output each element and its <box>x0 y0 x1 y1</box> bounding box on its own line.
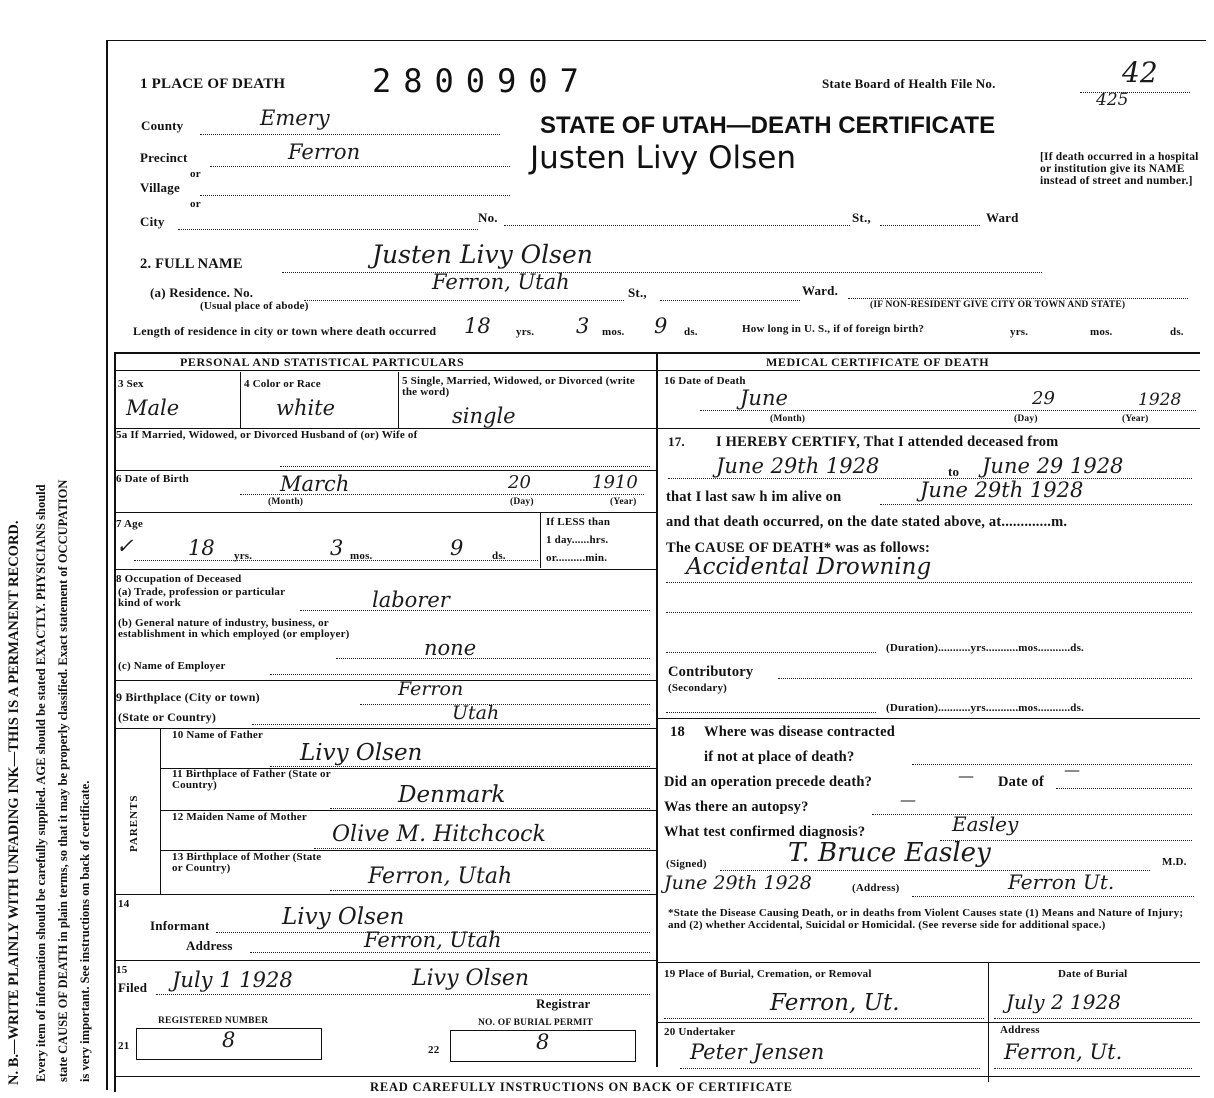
state-board-number: 42 <box>1122 56 1158 89</box>
informant-value: Livy Olsen <box>282 904 405 930</box>
grid-center <box>656 352 658 1067</box>
dob-label: 6 Date of Birth <box>116 473 189 485</box>
duration-line-2: (Duration)...........yrs...........mos...........ds. <box>886 702 1085 714</box>
date-of-label: Date of <box>998 774 1045 790</box>
undertaker-address-label: Address <box>1000 1024 1040 1036</box>
how-long-label: How long in U. S., if of foreign birth? <box>742 323 925 335</box>
age-months: 3 <box>330 536 344 560</box>
personal-heading: PERSONAL AND STATISTICAL PARTICULARS <box>180 355 465 369</box>
col-rule-sex <box>240 372 241 428</box>
signed-value: T. Bruce Easley <box>788 838 991 868</box>
q18-text: Where was disease contracted <box>704 724 895 740</box>
age-mos-label: mos. <box>350 550 373 562</box>
md-label: M.D. <box>1162 856 1187 868</box>
dod-day: 29 <box>1032 388 1055 409</box>
cause-label: The CAUSE OF DEATH* was as follows: <box>666 540 930 556</box>
length-months: 3 <box>576 314 590 338</box>
age-label: 7 Age <box>116 518 143 530</box>
last-saw-date: June 29th 1928 <box>920 478 1084 502</box>
burial-date: July 2 1928 <box>1006 990 1121 1014</box>
row-rule-4 <box>114 569 656 570</box>
cause-value: Accidental Drowning <box>686 554 932 580</box>
sex-value: Male <box>126 396 180 420</box>
usual-place-label: (Usual place of abode) <box>200 300 309 312</box>
side-instruction-line-2: state CAUSE OF DEATH in plain terms, so that it may be properly classified. Exact statement of OCCUPATION <box>56 479 70 1082</box>
spouse-label: 5a If Married, Widowed, or Divorced Husband of (or) Wife of <box>116 429 418 441</box>
test-value: Easley <box>952 812 1019 836</box>
informant-label: Informant <box>150 918 210 933</box>
registrar-label: Registrar <box>536 996 591 1011</box>
signed-address-label: (Address) <box>852 882 900 894</box>
city-label: City <box>140 214 165 229</box>
dod-month: June <box>740 386 788 410</box>
burial-permit-label: NO. OF BURIAL PERMIT <box>478 1018 594 1028</box>
age-yrs-label: yrs. <box>234 550 253 562</box>
occupation-label: 8 Occupation of Deceased <box>116 573 242 585</box>
file-number: 2800907 <box>372 62 591 100</box>
if-less-label: If LESS than <box>546 516 611 528</box>
residence-label: (a) Residence. No. <box>150 285 254 300</box>
informant-number: 14 <box>118 898 130 910</box>
one-day-label: 1 day......hrs. <box>546 534 609 546</box>
dob-month: March <box>280 472 350 496</box>
dob-day-label: (Day) <box>510 497 534 507</box>
certify-text: I HEREBY CERTIFY, That I attended deceased from <box>716 434 1059 450</box>
burial-date-label: Date of Burial <box>1058 968 1128 980</box>
signed-address: Ferron Ut. <box>1008 870 1115 894</box>
right-rule-2 <box>656 718 1200 719</box>
parents-rule <box>160 728 161 894</box>
st-label: St., <box>852 210 871 225</box>
or-label: or <box>190 168 201 180</box>
dod-label: 16 Date of Death <box>664 375 746 387</box>
dod-year: 1928 <box>1138 390 1182 410</box>
us-yrs-label: yrs. <box>1010 326 1029 338</box>
state-board-number-2: 425 <box>1096 90 1129 110</box>
us-ds-label: ds. <box>1170 326 1184 338</box>
death-occurred-text: and that death occurred, on the date stated above, at.............m. <box>666 514 1068 530</box>
box-21-label: 21 <box>118 1040 130 1052</box>
q18-text-2: if not at place of death? <box>704 749 855 765</box>
secondary-label: (Secondary) <box>668 682 728 694</box>
marital-label: 5 Single, Married, Widowed, or Divorced (write the word) <box>402 375 635 398</box>
informant-address: Ferron, Utah <box>364 928 502 952</box>
right-rule-1 <box>656 428 1200 429</box>
dod-day-label: (Day) <box>1014 414 1038 424</box>
county-label: County <box>141 118 184 133</box>
color-label: 4 Color or Race <box>244 378 321 390</box>
certificate-title: STATE OF UTAH—DEATH CERTIFICATE <box>540 112 996 139</box>
full-name-label: 2. FULL NAME <box>140 256 243 272</box>
dod-month-label: (Month) <box>770 414 806 424</box>
dob-year: 1910 <box>592 472 638 493</box>
informant-address-label: Address <box>186 938 233 953</box>
date-of-value: — <box>1064 760 1080 779</box>
filed-number: 15 <box>116 964 128 976</box>
row-rule-10 <box>114 894 656 895</box>
ward-label: Ward <box>986 210 1019 225</box>
sex-label: 3 Sex <box>118 378 144 390</box>
marital-value: single <box>452 404 516 428</box>
contributory-label: Contributory <box>668 664 754 680</box>
occupation-c-label: (c) Name of Employer <box>118 660 226 672</box>
mother-value: Olive M. Hitchcock <box>332 822 546 847</box>
col-rule-color <box>398 372 399 428</box>
length-residence-label: Length of residence in city or town where death occurred <box>133 324 437 338</box>
parents-label: PARENTS <box>128 794 140 852</box>
us-mos-label: mos. <box>1090 326 1113 338</box>
dob-year-label: (Year) <box>610 497 637 507</box>
length-years: 18 <box>464 314 491 338</box>
filed-label: Filed <box>118 980 148 995</box>
occupation-value: laborer <box>372 588 450 612</box>
residence-ward-label: Ward. <box>802 283 839 298</box>
father-value: Livy Olsen <box>300 740 423 766</box>
length-yrs-label: yrs. <box>516 326 535 338</box>
hospital-note: [If death occurred in a hospital or institution give its NAME instead of street and number.] <box>1040 151 1199 187</box>
right-rule-3 <box>656 962 1200 963</box>
typed-name: Justen Livy Olsen <box>530 140 796 176</box>
dob-day: 20 <box>508 472 531 493</box>
age-check: ✓ <box>116 534 134 558</box>
registrar-value: Livy Olsen <box>412 966 530 991</box>
autopsy-label: Was there an autopsy? <box>664 799 809 815</box>
no-label: No. <box>478 210 498 225</box>
autopsy-value: — <box>900 790 916 809</box>
col-rule-less <box>540 512 541 568</box>
operation-value: — <box>958 766 974 785</box>
row-rule-3 <box>114 512 656 513</box>
side-instruction-line-3: is very important. See instructions on back of certificate. <box>78 780 92 1082</box>
row-rule-5 <box>114 680 656 681</box>
burial-permit-number: 8 <box>536 1030 550 1054</box>
or-label-2: or <box>190 198 201 210</box>
to-label: to <box>948 464 960 479</box>
signed-label: (Signed) <box>666 858 707 870</box>
state-country-label: (State or Country) <box>118 710 217 724</box>
frame-top <box>106 40 1206 41</box>
age-years: 18 <box>188 536 215 560</box>
age-ds-label: ds. <box>492 550 506 562</box>
dob-month-label: (Month) <box>268 497 304 507</box>
precinct-value: Ferron <box>288 140 361 164</box>
attended-from: June 29th 1928 <box>716 454 880 478</box>
village-label: Village <box>140 180 180 195</box>
certify-number: 17. <box>668 434 685 449</box>
state-board-label: State Board of Health File No. <box>822 76 996 91</box>
mother-label: 12 Maiden Name of Mother <box>172 811 307 823</box>
side-permanent-record: N. B.—WRITE PLAINLY WITH UNFADING INK—THIS IS A PERMANENT RECORD. <box>6 520 22 1085</box>
occupation-b-label: (b) General nature of industry, business, or establishment in which employed (or employer) <box>118 617 350 640</box>
duration-line-1: (Duration)...........yrs...........mos...........ds. <box>886 642 1085 654</box>
occupation-a-label: (a) Trade, profession or particular kind of work <box>118 586 286 609</box>
q18-number: 18 <box>670 724 685 740</box>
nonresident-note: (IF NON-RESIDENT GIVE CITY OR TOWN AND STATE) <box>870 300 1126 310</box>
right-rule-4 <box>656 1022 1200 1023</box>
father-label: 10 Name of Father <box>172 729 264 741</box>
row-rule-11 <box>114 960 656 961</box>
or-min-label: or..........min. <box>546 552 608 564</box>
county-value: Emery <box>260 106 330 130</box>
full-name-value: Justen Livy Olsen <box>372 240 593 269</box>
birthplace-city: Ferron <box>398 678 464 700</box>
row-rule-2 <box>114 470 656 471</box>
industry-value: none <box>424 636 477 660</box>
registered-number-label: REGISTERED NUMBER <box>158 1016 269 1026</box>
undertaker-label: 20 Undertaker <box>664 1026 736 1038</box>
operation-label: Did an operation precede death? <box>664 774 873 790</box>
precinct-label: Precinct <box>140 150 188 165</box>
mother-birthplace-label: 13 Birthplace of Mother (State or Country) <box>172 851 322 874</box>
attended-to: June 29 1928 <box>982 454 1124 478</box>
medical-heading: MEDICAL CERTIFICATE OF DEATH <box>766 355 990 369</box>
place-of-death-label: 1 PLACE OF DEATH <box>140 76 286 92</box>
filed-date: July 1 1928 <box>172 968 293 992</box>
footnote: *State the Disease Causing Death, or in deaths from Violent Causes state (1) Means and Nature of Injury; and (2) whether Accidental, Suicidal or Homicidal. (See reverse side for additional space.) <box>668 907 1184 931</box>
grid-bottom <box>114 1076 1200 1077</box>
last-saw-text: that I last saw h im alive on <box>666 489 842 505</box>
grid-left <box>114 352 116 1092</box>
undertaker-address: Ferron, Ut. <box>1004 1040 1123 1064</box>
father-birthplace: Denmark <box>398 782 506 808</box>
age-days: 9 <box>450 536 464 560</box>
length-ds-label: ds. <box>684 326 698 338</box>
birthplace-state: Utah <box>452 702 500 724</box>
color-value: white <box>276 396 336 420</box>
undertaker-value: Peter Jensen <box>690 1040 825 1064</box>
box-22-label: 22 <box>428 1044 440 1056</box>
dod-year-label: (Year) <box>1122 414 1149 424</box>
residence-value: Ferron, Utah <box>432 270 570 294</box>
residence-st-label: St., <box>628 285 647 300</box>
birthplace-label: 9 Birthplace (City or town) <box>116 690 260 704</box>
footer-instructions: READ CAREFULLY INSTRUCTIONS ON BACK OF CERTIFICATE <box>370 1080 793 1094</box>
registered-number: 8 <box>222 1028 236 1052</box>
signed-date: June 29th 1928 <box>664 872 812 894</box>
burial-place-value: Ferron, Ut. <box>770 990 900 1016</box>
father-birthplace-label: 11 Birthplace of Father (State or Country) <box>172 768 331 791</box>
side-instruction-line-1: Every item of information should be carefully supplied. AGE should be stated EXACTLY. PHYSICIANS should <box>34 484 48 1082</box>
test-label: What test confirmed diagnosis? <box>664 824 866 840</box>
length-mos-label: mos. <box>602 326 625 338</box>
frame-left <box>106 40 108 1090</box>
mother-birthplace: Ferron, Utah <box>368 864 513 889</box>
burial-place-label: 19 Place of Burial, Cremation, or Removal <box>664 968 872 980</box>
length-days: 9 <box>654 314 668 338</box>
